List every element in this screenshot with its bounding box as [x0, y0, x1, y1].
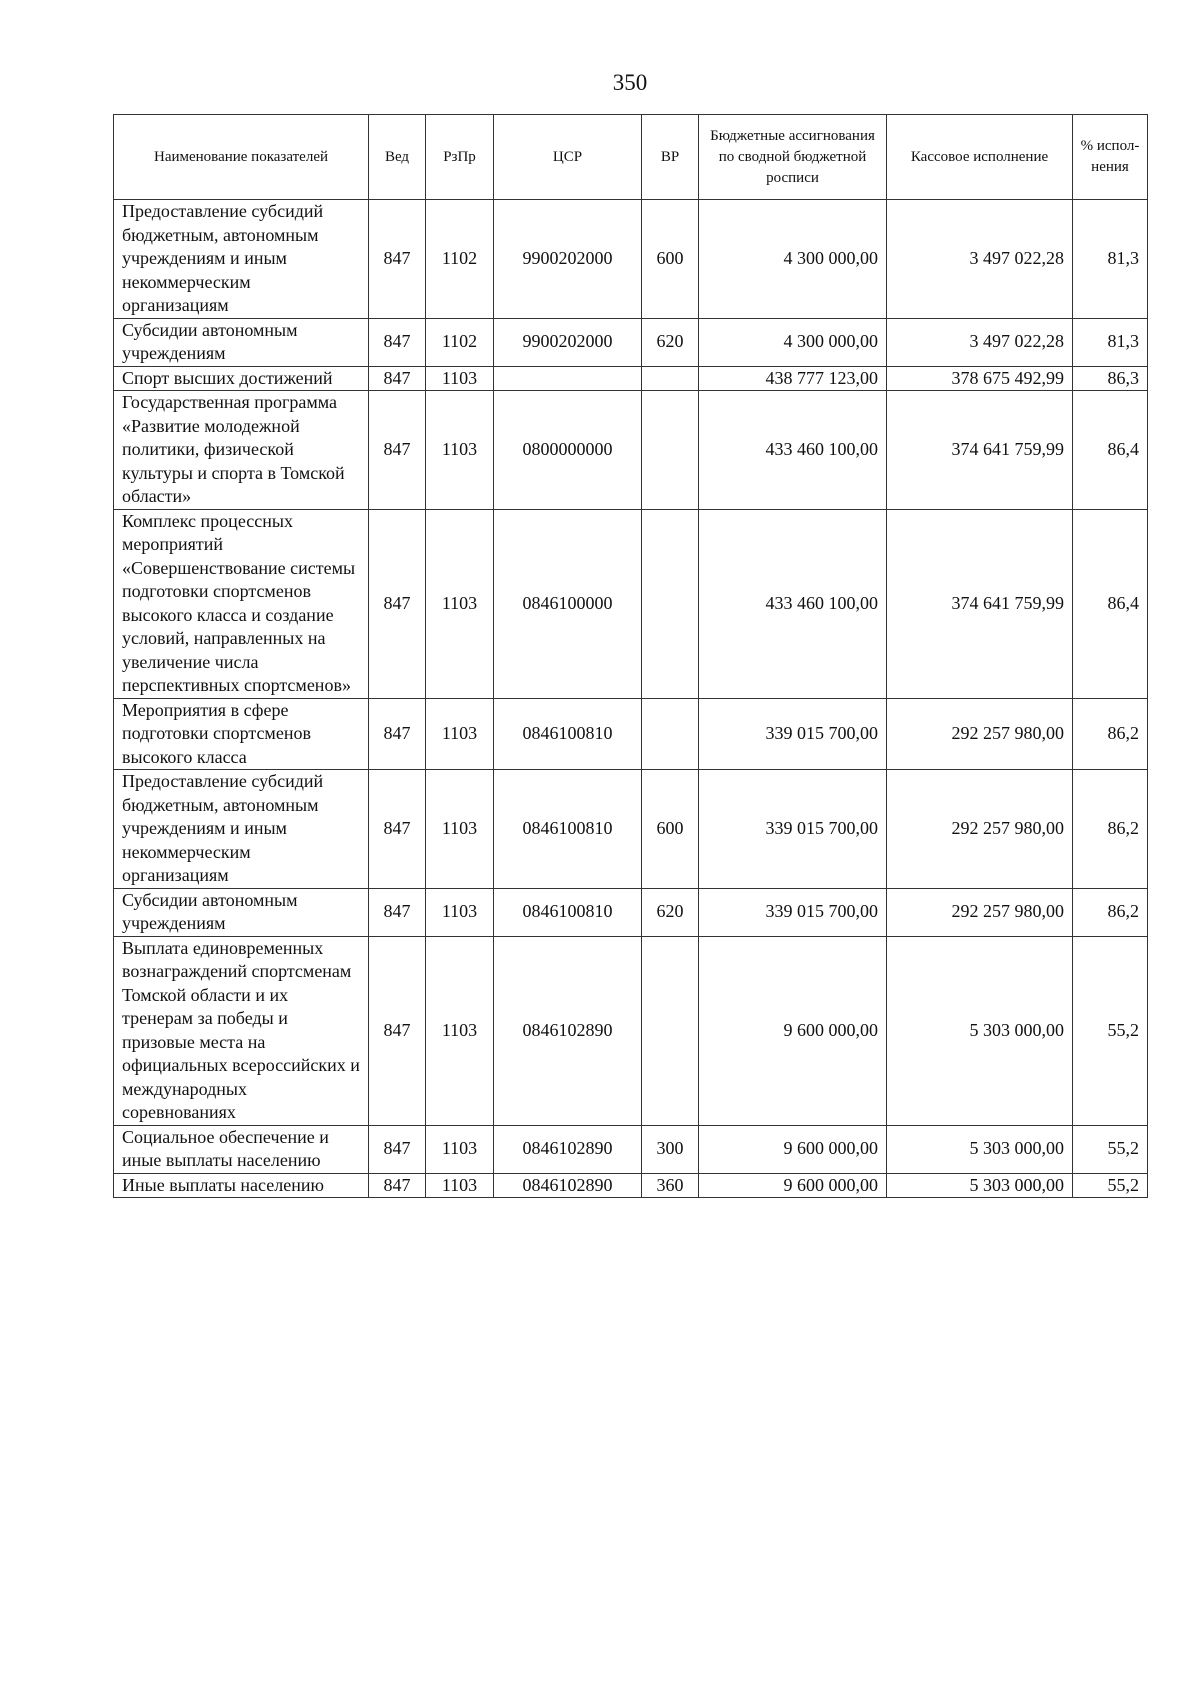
- header-csr: ЦСР: [494, 115, 642, 200]
- cell-csr: 0846102890: [494, 936, 642, 1125]
- cell-rzpr: 1103: [426, 509, 494, 698]
- cell-ved: 847: [369, 1125, 426, 1173]
- cell-name: Комплекс процессных мероприятий «Совершенствование системы подготовки спортсменов высокого класса и создание условий, направленных на увеличение числа перспективных спортсменов»: [114, 509, 369, 698]
- cell-cash: 3 497 022,28: [887, 318, 1073, 366]
- cell-cash: 3 497 022,28: [887, 200, 1073, 319]
- cell-rzpr: 1102: [426, 318, 494, 366]
- table-row: [114, 366, 1148, 391]
- cell-vr: 360: [642, 1173, 699, 1198]
- cell-cash: 292 257 980,00: [887, 770, 1073, 889]
- cell-vr: [642, 936, 699, 1125]
- cell-rzpr: 1103: [426, 888, 494, 936]
- cell-vr: 620: [642, 318, 699, 366]
- cell-rzpr: 1103: [426, 366, 494, 391]
- cell-vr: 300: [642, 1125, 699, 1173]
- header-budget-allocations: Бюджетные ассигнования по сводной бюджетной росписи: [699, 115, 887, 200]
- table-row: [114, 391, 1148, 510]
- table-row: [114, 509, 1148, 698]
- cell-ved: 847: [369, 366, 426, 391]
- cell-percent: 55,2: [1073, 1125, 1148, 1173]
- cell-vr: [642, 509, 699, 698]
- cell-budget: 9 600 000,00: [699, 1173, 887, 1198]
- table-row: [114, 888, 1148, 936]
- cell-percent: 86,2: [1073, 888, 1148, 936]
- cell-percent: 81,3: [1073, 200, 1148, 319]
- cell-budget: 339 015 700,00: [699, 770, 887, 889]
- cell-vr: [642, 391, 699, 510]
- cell-ved: 847: [369, 698, 426, 770]
- cell-csr: 9900202000: [494, 318, 642, 366]
- cell-csr: 9900202000: [494, 200, 642, 319]
- cell-name: Социальное обеспечение и иные выплаты населению: [114, 1125, 369, 1173]
- header-execution-percent: % испол-нения: [1073, 115, 1148, 200]
- page-number: 350: [612, 70, 648, 95]
- cell-csr: 0846102890: [494, 1173, 642, 1198]
- cell-cash: 374 641 759,99: [887, 391, 1073, 510]
- cell-rzpr: 1103: [426, 1125, 494, 1173]
- cell-cash: 5 303 000,00: [887, 936, 1073, 1125]
- cell-ved: 847: [369, 200, 426, 319]
- header-ved: Вед: [369, 115, 426, 200]
- cell-percent: 86,4: [1073, 509, 1148, 698]
- cell-cash: 292 257 980,00: [887, 888, 1073, 936]
- cell-rzpr: 1103: [426, 391, 494, 510]
- cell-name: Субсидии автономным учреждениям: [114, 318, 369, 366]
- header-vr: ВР: [642, 115, 699, 200]
- cell-name: Предоставление субсидий бюджетным, автономным учреждениям и иным некоммерческим организациям: [114, 200, 369, 319]
- cell-percent: 55,2: [1073, 936, 1148, 1125]
- cell-cash: 374 641 759,99: [887, 509, 1073, 698]
- cell-vr: 620: [642, 888, 699, 936]
- cell-rzpr: 1103: [426, 1173, 494, 1198]
- cell-budget: 339 015 700,00: [699, 888, 887, 936]
- cell-ved: 847: [369, 936, 426, 1125]
- header-rzpr: РзПр: [426, 115, 494, 200]
- cell-percent: 55,2: [1073, 1173, 1148, 1198]
- cell-ved: 847: [369, 888, 426, 936]
- table-row: [114, 770, 1148, 889]
- cell-name: Государственная программа «Развитие молодежной политики, физической культуры и спорта в Томской области»: [114, 391, 369, 510]
- header-name: Наименование показателей: [114, 115, 369, 200]
- cell-vr: 600: [642, 770, 699, 889]
- cell-ved: 847: [369, 770, 426, 889]
- cell-budget: 438 777 123,00: [699, 366, 887, 391]
- cell-csr: 0846100810: [494, 698, 642, 770]
- cell-budget: 339 015 700,00: [699, 698, 887, 770]
- cell-csr: 0846100810: [494, 888, 642, 936]
- cell-name: Иные выплаты населению: [114, 1173, 369, 1198]
- cell-budget: 4 300 000,00: [699, 318, 887, 366]
- cell-rzpr: 1103: [426, 936, 494, 1125]
- cell-percent: 86,3: [1073, 366, 1148, 391]
- header-cash-execution: Кассовое исполнение: [887, 115, 1073, 200]
- cell-percent: 86,4: [1073, 391, 1148, 510]
- cell-name: Субсидии автономным учреждениям: [114, 888, 369, 936]
- cell-budget: 4 300 000,00: [699, 200, 887, 319]
- table-row: [114, 1125, 1148, 1173]
- cell-cash: 5 303 000,00: [887, 1125, 1073, 1173]
- table-row: [114, 936, 1148, 1125]
- cell-vr: [642, 698, 699, 770]
- cell-name: Выплата единовременных вознаграждений спортсменам Томской области и их тренерам за победы и призовые места на официальных всероссийских и международных соревнованиях: [114, 936, 369, 1125]
- cell-percent: 86,2: [1073, 698, 1148, 770]
- cell-name: Спорт высших достижений: [114, 366, 369, 391]
- cell-csr: 0800000000: [494, 391, 642, 510]
- cell-ved: 847: [369, 1173, 426, 1198]
- cell-budget: 9 600 000,00: [699, 936, 887, 1125]
- table-row: [114, 318, 1148, 366]
- cell-ved: 847: [369, 509, 426, 698]
- table-row: [114, 200, 1148, 319]
- table-body: [114, 200, 1148, 1198]
- cell-budget: 433 460 100,00: [699, 391, 887, 510]
- cell-ved: 847: [369, 391, 426, 510]
- table-row: [114, 698, 1148, 770]
- cell-percent: 86,2: [1073, 770, 1148, 889]
- cell-budget: 433 460 100,00: [699, 509, 887, 698]
- table-row: [114, 1173, 1148, 1198]
- cell-csr: 0846100810: [494, 770, 642, 889]
- cell-cash: 378 675 492,99: [887, 366, 1073, 391]
- cell-budget: 9 600 000,00: [699, 1125, 887, 1173]
- cell-name: Предоставление субсидий бюджетным, автономным учреждениям и иным некоммерческим организациям: [114, 770, 369, 889]
- table-header-row: [114, 115, 1148, 200]
- cell-csr: 0846100000: [494, 509, 642, 698]
- cell-cash: 292 257 980,00: [887, 698, 1073, 770]
- cell-csr: [494, 366, 642, 391]
- cell-rzpr: 1102: [426, 200, 494, 319]
- cell-rzpr: 1103: [426, 698, 494, 770]
- cell-name: Мероприятия в сфере подготовки спортсменов высокого класса: [114, 698, 369, 770]
- cell-cash: 5 303 000,00: [887, 1173, 1073, 1198]
- cell-percent: 81,3: [1073, 318, 1148, 366]
- cell-ved: 847: [369, 318, 426, 366]
- budget-execution-table: [113, 114, 1148, 1198]
- cell-csr: 0846102890: [494, 1125, 642, 1173]
- cell-rzpr: 1103: [426, 770, 494, 889]
- cell-vr: 600: [642, 200, 699, 319]
- cell-vr: [642, 366, 699, 391]
